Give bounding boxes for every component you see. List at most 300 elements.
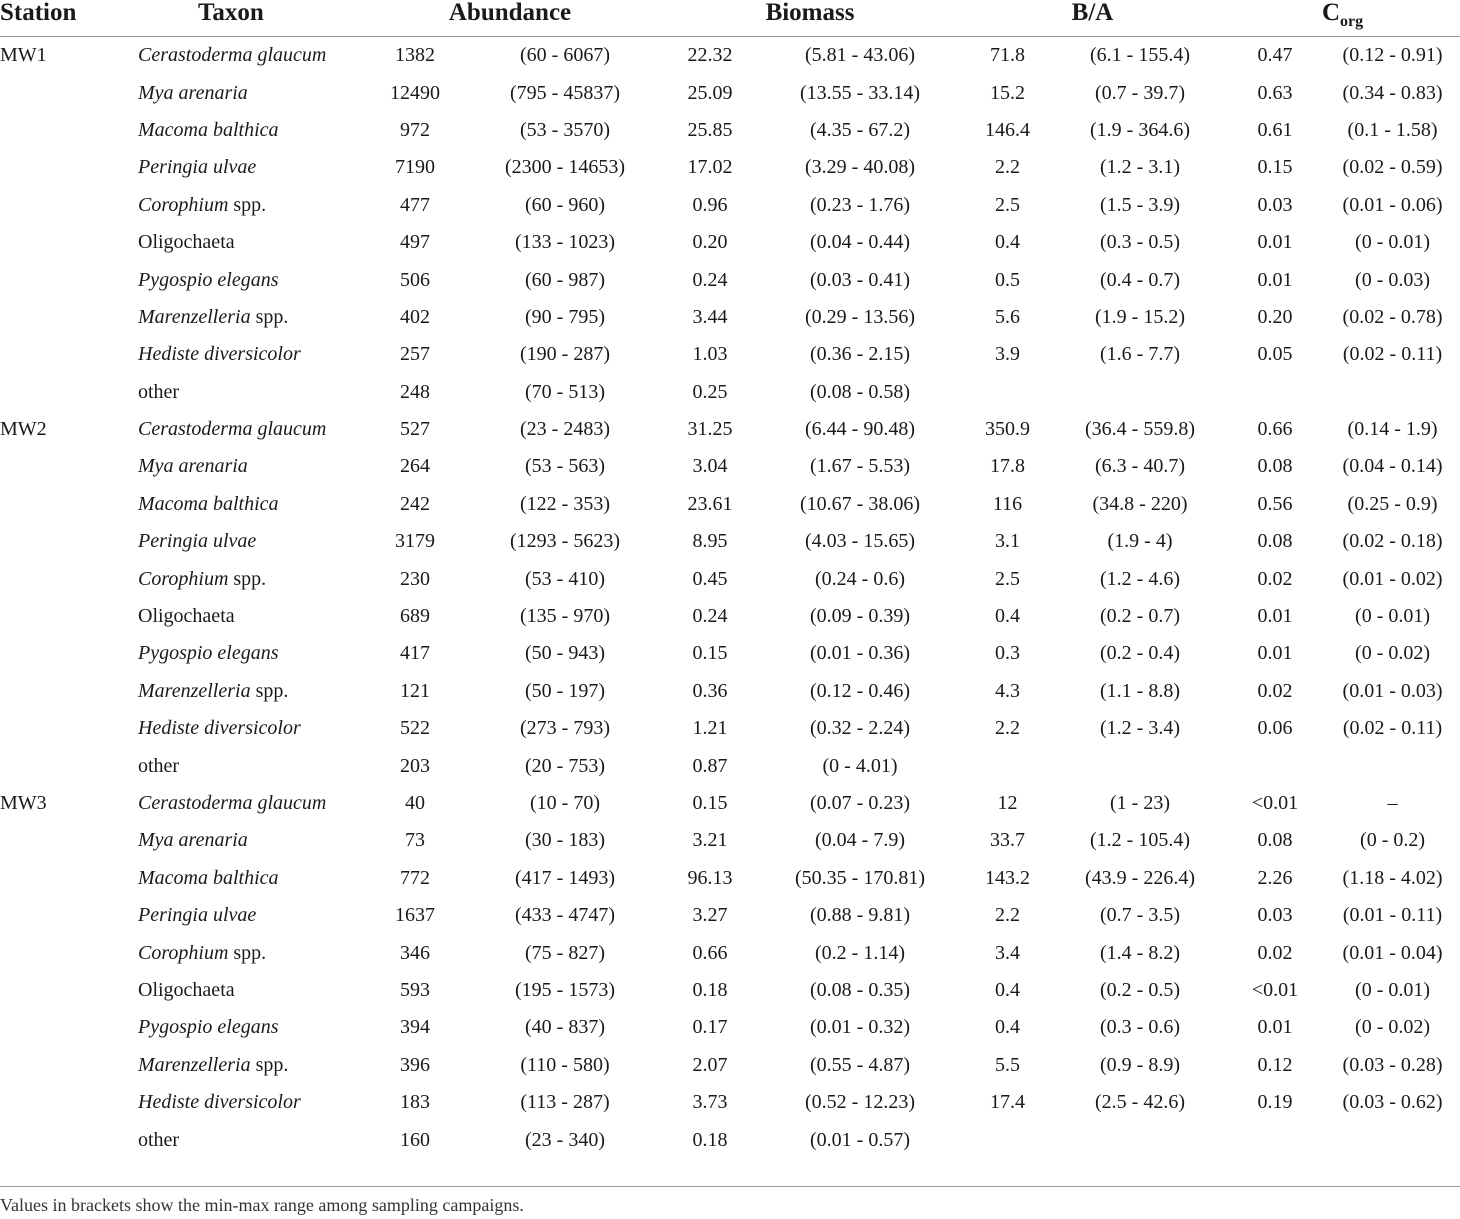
abundance-range: (60 - 987) [525, 268, 605, 291]
corg-range: (0.01 - 0.03) [1342, 679, 1443, 702]
bottom-rule [0, 1186, 1460, 1187]
corg-range [1325, 374, 1460, 411]
ba-value: 143.2 [985, 866, 1031, 889]
taxon-name: other [138, 754, 180, 777]
ba-value: 12 [997, 792, 1018, 814]
corg-value: 0.02 [1257, 567, 1293, 590]
biomass-range: (0.88 - 9.81) [810, 904, 910, 927]
taxon-name: Mya arenaria [138, 829, 248, 852]
table-header [0, 0, 1460, 37]
ba-value: 2.2 [995, 717, 1021, 740]
ba-range: (0.4 - 0.7) [1100, 268, 1180, 291]
table-row [0, 747, 1460, 784]
biomass-range: (3.29 - 40.08) [805, 156, 915, 179]
taxon-name: Oligochaeta [138, 231, 235, 254]
corg-range: (0.03 - 0.28) [1342, 1053, 1443, 1076]
abundance-range: (1293 - 5623) [510, 530, 620, 553]
table-row [0, 822, 1460, 859]
taxon-cell [138, 934, 360, 971]
taxon-name: Hediste diversicolor [138, 343, 301, 366]
station-cell [0, 860, 138, 897]
taxon-cell [138, 224, 360, 261]
taxon-cell [138, 37, 360, 75]
abundance-range: (50 - 197) [525, 679, 605, 702]
taxon-suffix: spp. [228, 941, 267, 964]
taxon-name: Cerastoderma glaucum [138, 44, 327, 67]
station-cell: MW3 [0, 792, 47, 814]
biomass-value: 22.32 [687, 44, 733, 67]
abundance-value: 7190 [395, 156, 435, 179]
ba-range: (0.7 - 39.7) [1095, 81, 1185, 104]
table-row [0, 224, 1460, 261]
corg-value: 0.01 [1257, 231, 1293, 254]
ba-range: (1.6 - 7.7) [1100, 343, 1180, 366]
corg-value: 0.08 [1257, 530, 1293, 553]
station-cell [0, 112, 138, 149]
taxon-cell [138, 560, 360, 597]
ba-value: 0.4 [995, 605, 1021, 628]
abundance-value: 73 [405, 829, 425, 852]
abundance-value: 203 [400, 754, 430, 777]
ba-range [1055, 747, 1225, 784]
taxon-cell [138, 1084, 360, 1121]
biomass-range: (0.01 - 0.36) [810, 642, 910, 665]
abundance-range: (75 - 827) [525, 941, 605, 964]
biomass-value: 17.02 [687, 156, 733, 179]
biomass-value: 0.20 [692, 231, 728, 254]
corg-range: (0.02 - 0.78) [1342, 305, 1443, 328]
corg-range: (0.02 - 0.18) [1342, 530, 1443, 553]
abundance-value: 972 [400, 118, 430, 141]
table-row [0, 374, 1460, 411]
ba-value: 4.3 [995, 679, 1021, 702]
ba-range: (0.2 - 0.5) [1100, 978, 1180, 1001]
abundance-range: (60 - 6067) [520, 44, 610, 67]
abundance-value: 772 [400, 866, 430, 889]
corg-value: 0.19 [1257, 1091, 1293, 1114]
taxon-cell [138, 897, 360, 934]
ba-range: (1.2 - 3.4) [1100, 717, 1180, 740]
abundance-range: (53 - 563) [525, 455, 605, 478]
biomass-range: (5.81 - 43.06) [805, 44, 915, 67]
abundance-value: 257 [400, 343, 430, 366]
ba-value: 116 [992, 492, 1023, 515]
station-cell [0, 1009, 138, 1046]
ba-range: (0.2 - 0.4) [1100, 642, 1180, 665]
corg-range: (0.03 - 0.62) [1342, 1091, 1443, 1114]
biomass-value: 0.15 [692, 792, 728, 814]
corg-value [1225, 374, 1325, 411]
table-row [0, 261, 1460, 298]
ba-value: 2.2 [995, 904, 1021, 927]
taxon-suffix: spp. [250, 1053, 289, 1076]
corg-value: 0.03 [1257, 193, 1293, 216]
table-row [0, 523, 1460, 560]
ba-range: (0.3 - 0.5) [1100, 231, 1180, 254]
table-row [0, 299, 1460, 336]
biomass-range: (0.04 - 0.44) [810, 231, 910, 254]
corg-value: 0.63 [1257, 81, 1293, 104]
station-cell [0, 261, 138, 298]
abundance-range: (122 - 353) [520, 492, 610, 515]
corg-value: 0.47 [1257, 44, 1293, 67]
table-row [0, 1047, 1460, 1084]
taxon-name: Oligochaeta [138, 605, 235, 628]
corg-value: 0.02 [1257, 679, 1293, 702]
ba-range [1055, 374, 1225, 411]
taxon-cell [138, 299, 360, 336]
taxon-name: other [138, 1128, 180, 1151]
ba-value: 3.1 [995, 530, 1021, 553]
abundance-value: 121 [400, 679, 430, 702]
taxon-cell [138, 261, 360, 298]
taxon-name: Macoma balthica [138, 118, 279, 141]
station-cell: MW1 [0, 44, 47, 67]
table-row [0, 635, 1460, 672]
biomass-value: 0.18 [692, 1128, 728, 1151]
table-row [0, 336, 1460, 373]
ba-value: 350.9 [985, 418, 1031, 441]
abundance-value: 394 [400, 1016, 430, 1039]
biomass-value: 3.04 [692, 455, 728, 478]
abundance-range: (113 - 287) [520, 1091, 610, 1114]
abundance-range: (40 - 837) [525, 1016, 605, 1039]
biomass-range: (0.01 - 0.57) [810, 1128, 910, 1151]
biomass-range: (0.36 - 2.15) [810, 343, 910, 366]
ba-value [960, 374, 1055, 411]
abundance-value: 689 [400, 605, 430, 628]
abundance-value: 417 [400, 642, 430, 665]
taxon-cell [138, 747, 360, 784]
table-row [0, 112, 1460, 149]
abundance-range: (53 - 3570) [520, 118, 610, 141]
taxon-name: Oligochaeta [138, 978, 235, 1001]
biomass-value: 1.03 [692, 343, 728, 366]
corg-range [1325, 747, 1460, 784]
station-cell [0, 598, 138, 635]
abundance-value: 506 [400, 268, 430, 291]
corg-value: 0.08 [1257, 829, 1293, 852]
corg-value [1225, 747, 1325, 784]
station-cell [0, 1121, 138, 1158]
table-row [0, 74, 1460, 111]
corg-value: 0.05 [1257, 343, 1293, 366]
table-row [0, 710, 1460, 747]
ba-range: (1.5 - 3.9) [1100, 193, 1180, 216]
ba-value: 5.6 [995, 305, 1021, 328]
table-row [0, 1084, 1460, 1121]
ba-range: (6.1 - 155.4) [1090, 44, 1190, 67]
taxon-cell [138, 411, 360, 448]
ba-range: (43.9 - 226.4) [1085, 866, 1195, 889]
ba-range: (1.1 - 8.8) [1100, 679, 1180, 702]
abundance-range: (795 - 45837) [510, 81, 620, 104]
abundance-range: (53 - 410) [525, 567, 605, 590]
abundance-range: (133 - 1023) [515, 231, 615, 254]
station-cell [0, 1084, 138, 1121]
taxon-cell [138, 673, 360, 710]
corg-value: 0.12 [1257, 1053, 1293, 1076]
biomass-value: 0.24 [692, 605, 728, 628]
taxon-name: Macoma balthica [138, 866, 279, 889]
ba-value: 5.5 [995, 1053, 1021, 1076]
ba-value: 0.4 [995, 978, 1021, 1001]
corg-range: (0.14 - 1.9) [1347, 418, 1438, 441]
table-row [0, 860, 1460, 897]
corg-value: 0.08 [1257, 455, 1293, 478]
table-body [0, 37, 1460, 1159]
abundance-range: (417 - 1493) [515, 866, 615, 889]
corg-value: 0.01 [1257, 642, 1293, 665]
biomass-range: (10.67 - 38.06) [800, 492, 920, 515]
biomass-range: (1.67 - 5.53) [810, 455, 910, 478]
corg-value: 0.56 [1257, 492, 1293, 515]
biomass-range: (4.35 - 67.2) [810, 118, 910, 141]
taxon-name: Mya arenaria [138, 455, 248, 478]
taxon-cell [138, 710, 360, 747]
abundance-value: 248 [400, 380, 430, 403]
abundance-value: 477 [400, 193, 430, 216]
taxon-name: Mya arenaria [138, 81, 248, 104]
taxon-cell [138, 785, 360, 822]
corg-range: (1.18 - 4.02) [1342, 866, 1443, 889]
corg-range: (0 - 0.02) [1355, 1016, 1431, 1039]
biomass-value: 3.21 [692, 829, 728, 852]
header-corg-sub: org [1340, 13, 1364, 30]
ba-range: (0.7 - 3.5) [1100, 904, 1180, 927]
station-cell [0, 523, 138, 560]
abundance-value: 242 [400, 492, 430, 515]
corg-value [1225, 1121, 1325, 1158]
biomass-value: 0.45 [692, 567, 728, 590]
station-cell [0, 710, 138, 747]
abundance-range: (2300 - 14653) [505, 156, 625, 179]
biomass-range: (6.44 - 90.48) [805, 418, 915, 441]
abundance-value: 593 [400, 978, 430, 1001]
ba-range [1055, 1121, 1225, 1158]
header-biomass: Biomass [765, 0, 855, 26]
taxon-name: Pygospio elegans [138, 642, 279, 665]
ba-value [960, 747, 1055, 784]
corg-value: 0.15 [1257, 156, 1293, 179]
taxon-cell [138, 635, 360, 672]
table-row [0, 785, 1460, 822]
taxon-name: Marenzelleria [138, 679, 251, 702]
biomass-range: (0.07 - 0.23) [810, 792, 910, 814]
ba-value [960, 1121, 1055, 1158]
biomass-value: 0.87 [692, 754, 728, 777]
biomass-value: 0.15 [692, 642, 728, 665]
station-cell [0, 972, 138, 1009]
abundance-value: 264 [400, 455, 430, 478]
ba-value: 71.8 [990, 44, 1026, 67]
table-row [0, 486, 1460, 523]
corg-value: 0.02 [1257, 941, 1293, 964]
biomass-range: (50.35 - 170.81) [795, 866, 925, 889]
ba-value: 0.4 [995, 231, 1021, 254]
corg-value: 0.20 [1257, 305, 1293, 328]
ba-value: 15.2 [990, 81, 1026, 104]
biomass-range: (0.24 - 0.6) [815, 567, 905, 590]
corg-range: – [1387, 792, 1398, 814]
corg-value: 0.01 [1257, 605, 1293, 628]
taxon-suffix: spp. [250, 305, 289, 328]
station-cell [0, 635, 138, 672]
abundance-range: (60 - 960) [525, 193, 605, 216]
taxon-cell [138, 523, 360, 560]
ba-value: 146.4 [985, 118, 1031, 141]
biomass-value: 96.13 [687, 866, 733, 889]
table-row [0, 187, 1460, 224]
corg-range: (0 - 0.2) [1360, 829, 1426, 852]
ba-range: (1.2 - 3.1) [1100, 156, 1180, 179]
header-taxon: Taxon [198, 0, 264, 26]
abundance-range: (273 - 793) [520, 717, 610, 740]
ba-value: 2.2 [995, 156, 1021, 179]
taxon-name: Pygospio elegans [138, 1016, 279, 1039]
corg-range: (0.02 - 0.59) [1342, 156, 1443, 179]
biomass-range: (0 - 4.01) [822, 754, 898, 777]
abundance-range: (190 - 287) [520, 343, 610, 366]
biomass-range: (0.29 - 13.56) [805, 305, 915, 328]
biomass-range: (0.03 - 0.41) [810, 268, 910, 291]
taxon-name: Macoma balthica [138, 492, 279, 515]
ba-range: (1.9 - 15.2) [1095, 305, 1185, 328]
biomass-value: 23.61 [687, 492, 733, 515]
station-cell [0, 224, 138, 261]
ba-range: (1.2 - 4.6) [1100, 567, 1180, 590]
ba-range: (6.3 - 40.7) [1095, 455, 1185, 478]
abundance-value: 396 [400, 1053, 430, 1076]
corg-value: 0.61 [1257, 118, 1293, 141]
abundance-value: 1637 [395, 904, 435, 927]
biomass-value: 0.66 [692, 941, 728, 964]
corg-range: (0.12 - 0.91) [1342, 44, 1443, 67]
corg-value: 0.01 [1257, 268, 1293, 291]
biomass-range: (0.04 - 7.9) [815, 829, 905, 852]
station-cell [0, 299, 138, 336]
station-cell [0, 747, 138, 784]
taxon-name: Hediste diversicolor [138, 717, 301, 740]
ba-value: 33.7 [990, 829, 1026, 852]
taxon-cell [138, 448, 360, 485]
biomass-value: 1.21 [692, 717, 728, 740]
header-row [0, 0, 1460, 37]
table-row [0, 897, 1460, 934]
ba-range: (1.9 - 4) [1107, 530, 1173, 553]
ba-value: 17.4 [990, 1091, 1026, 1114]
abundance-value: 522 [400, 717, 430, 740]
taxon-name: Pygospio elegans [138, 268, 279, 291]
taxon-cell [138, 1121, 360, 1158]
biomass-value: 0.36 [692, 679, 728, 702]
corg-value: 0.66 [1257, 418, 1293, 441]
ba-range: (0.2 - 0.7) [1100, 605, 1180, 628]
abundance-range: (433 - 4747) [515, 904, 615, 927]
table-row [0, 37, 1460, 75]
taxon-name: Hediste diversicolor [138, 1091, 301, 1114]
abundance-range: (135 - 970) [520, 605, 610, 628]
taxon-suffix: spp. [228, 193, 267, 216]
taxon-name: Marenzelleria [138, 1053, 251, 1076]
station-cell [0, 1047, 138, 1084]
taxon-name: Corophium [138, 567, 229, 590]
table-row [0, 411, 1460, 448]
table-row [0, 598, 1460, 635]
ba-range: (1.4 - 8.2) [1100, 941, 1180, 964]
biomass-value: 2.07 [692, 1053, 728, 1076]
corg-value: 0.03 [1257, 904, 1293, 927]
taxon-cell [138, 374, 360, 411]
taxon-suffix: spp. [228, 567, 267, 590]
biomass-range: (0.2 - 1.14) [815, 941, 905, 964]
table-row [0, 673, 1460, 710]
biomass-value: 25.09 [687, 81, 733, 104]
abundance-range: (110 - 580) [520, 1053, 610, 1076]
biomass-value: 3.27 [692, 904, 728, 927]
header-ba: B/A [1071, 0, 1114, 26]
ba-value: 0.3 [995, 642, 1021, 665]
corg-range: (0.01 - 0.04) [1342, 941, 1443, 964]
table-row [0, 1009, 1460, 1046]
biomass-value: 31.25 [687, 418, 733, 441]
taxon-cell [138, 149, 360, 186]
taxon-cell [138, 74, 360, 111]
corg-value: 0.01 [1257, 1016, 1293, 1039]
station-cell [0, 897, 138, 934]
station-cell [0, 74, 138, 111]
abundance-value: 40 [405, 792, 425, 814]
corg-value: 2.26 [1257, 866, 1293, 889]
ba-range: (1.9 - 364.6) [1090, 118, 1190, 141]
abundance-value: 183 [400, 1091, 430, 1114]
ba-range: (0.9 - 8.9) [1100, 1053, 1180, 1076]
table-row [0, 934, 1460, 971]
abundance-range: (10 - 70) [530, 792, 600, 814]
table-row [0, 972, 1460, 1009]
station-cell [0, 486, 138, 523]
taxon-cell [138, 1009, 360, 1046]
ba-value: 2.5 [995, 567, 1021, 590]
abundance-value: 160 [400, 1128, 430, 1151]
ba-range: (1.2 - 105.4) [1090, 829, 1190, 852]
taxon-cell [138, 972, 360, 1009]
table-row [0, 448, 1460, 485]
biomass-range: (0.09 - 0.39) [810, 605, 910, 628]
ba-value: 3.9 [995, 343, 1021, 366]
biomass-range: (0.55 - 4.87) [810, 1053, 910, 1076]
ba-range: (34.8 - 220) [1092, 492, 1188, 515]
corg-range: (0.04 - 0.14) [1342, 455, 1443, 478]
ba-value: 3.4 [995, 941, 1021, 964]
ba-range: (2.5 - 42.6) [1095, 1091, 1185, 1114]
ba-value: 2.5 [995, 193, 1021, 216]
corg-range: (0.01 - 0.02) [1342, 567, 1443, 590]
table-row [0, 149, 1460, 186]
corg-range [1325, 1121, 1460, 1158]
corg-range: (0.01 - 0.06) [1342, 193, 1443, 216]
abundance-range: (50 - 943) [525, 642, 605, 665]
abundance-value: 230 [400, 567, 430, 590]
ba-value: 0.4 [995, 1016, 1021, 1039]
abundance-value: 346 [400, 941, 430, 964]
header-abundance: Abundance [448, 0, 572, 26]
taxon-cell [138, 486, 360, 523]
biomass-value: 0.25 [692, 380, 728, 403]
header-corg [1225, 0, 1460, 37]
corg-range: (0 - 0.02) [1355, 642, 1431, 665]
corg-range: (0 - 0.01) [1355, 231, 1431, 254]
